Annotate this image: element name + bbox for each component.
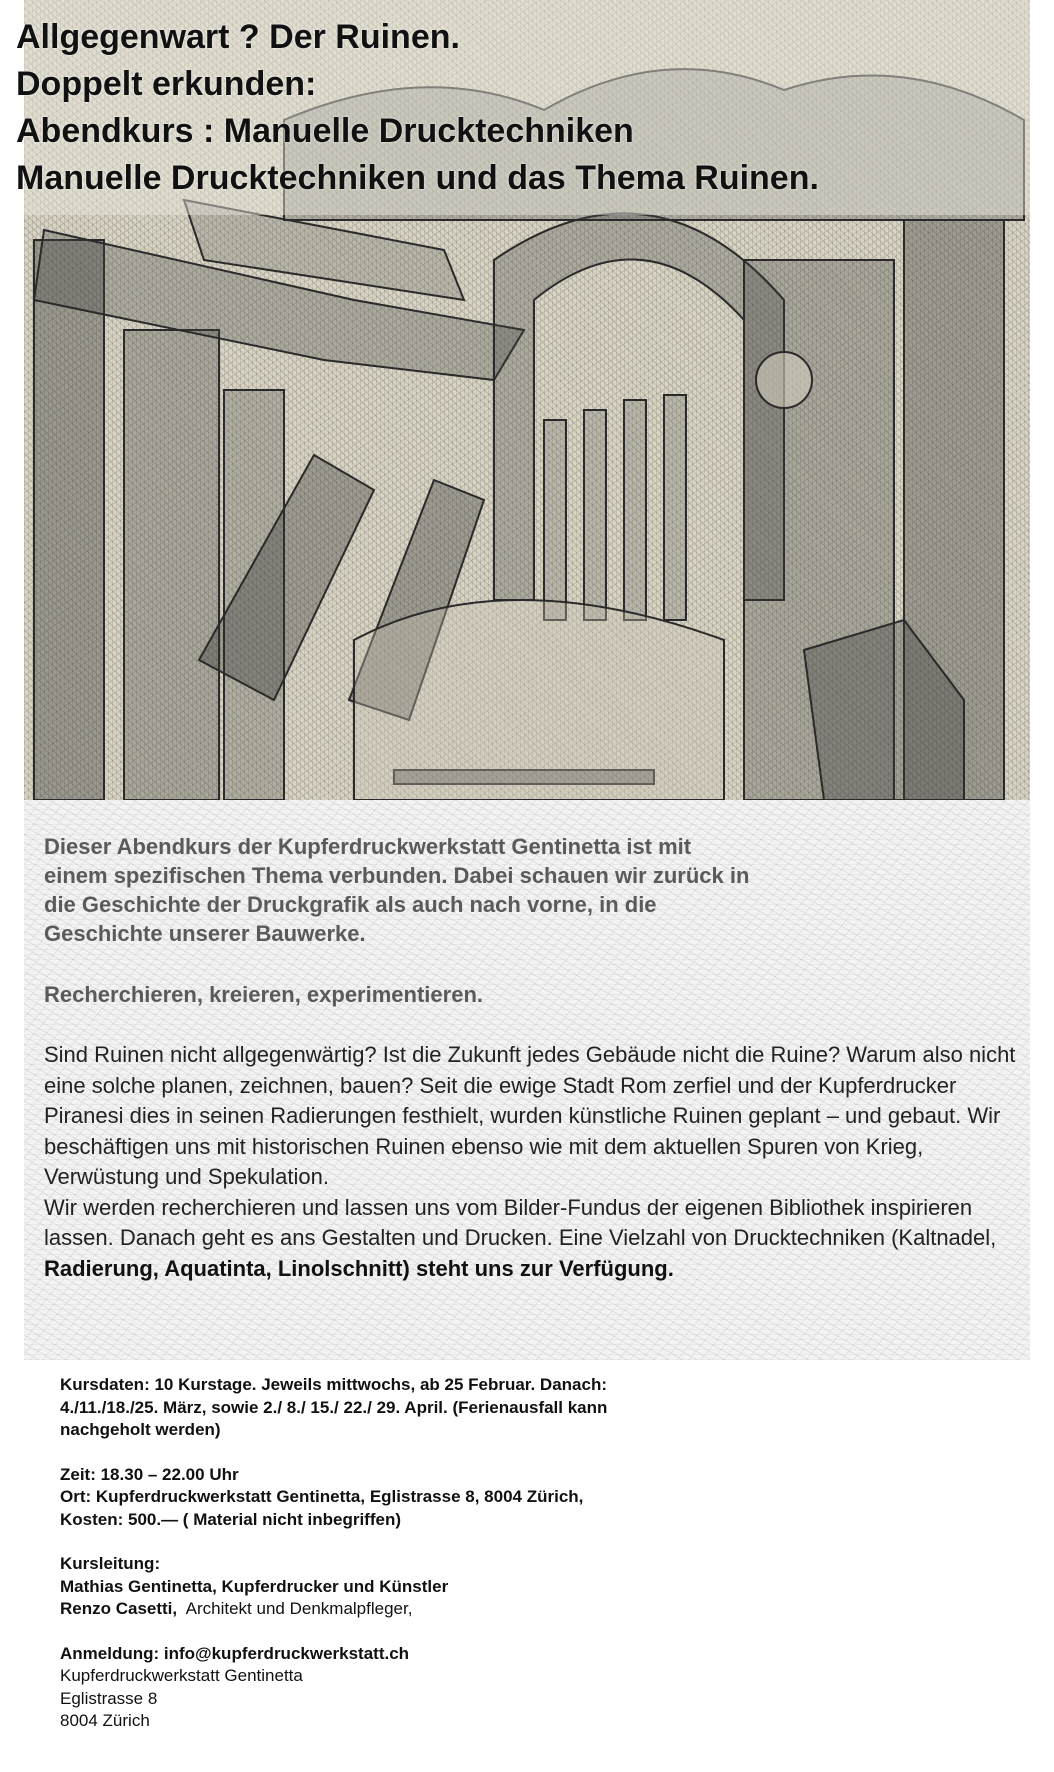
- description-techniques: Radierung, Aquatinta, Linolschnitt) steht uns zur Verfügung.: [44, 1255, 674, 1281]
- title-line-3: Abendkurs : Manuelle Drucktechniken: [16, 112, 634, 150]
- kursdaten-line-2: 4./11./18./25. März, sowie 2./ 8./ 15./ 22./ 29. April. (Ferienausfall kann: [60, 1397, 608, 1417]
- title-line-1: Allgegenwart ? Der Ruinen.: [16, 18, 460, 56]
- course-info: [60, 1374, 760, 1733]
- intro-paragraph: Dieser Abendkurs der Kupferdruckwerkstatt Gentinetta ist mit einem spezifischen Thema verbunden. Dabei schauen wir zurück in die Geschichte der Druckgrafik als auch nach vorne, in die Geschichte unserer Bauwerke.: [44, 834, 750, 946]
- leader-1: Mathias Gentinetta, Kupferdrucker und Künstler: [60, 1576, 449, 1596]
- kursdaten-line-3: nachgeholt werden): [60, 1420, 221, 1439]
- kursleitung-label: Kursleitung:: [60, 1554, 161, 1573]
- slogan: Recherchieren, kreieren, experimentieren.: [44, 982, 483, 1007]
- kosten: Kosten: 500.— ( Material nicht inbegriffen): [60, 1509, 401, 1529]
- leader-2-name: Renzo Casetti,: [60, 1599, 178, 1618]
- description-paragraph-2: Wir werden recherchieren und lassen uns vom Bilder-Fundus der eigenen Bibliothek inspirieren lassen. Danach geht es ans Gestalten und Drucken. Eine Vielzahl von Drucktechniken (Kaltnadel,: [44, 1194, 997, 1250]
- address-line-1: Kupferdruckwerkstatt Gentinetta: [60, 1666, 303, 1685]
- description-paragraph-1: Sind Ruinen nicht allgegenwärtig? Ist die Zukunft jedes Gebäude nicht die Ruine? Warum also nicht eine solche planen, zeichnen, bauen? Seit die ewige Stadt Rom zerfiel und der Kupferdrucker Piranesi dies in seinen Radierungen festhielt, wurden künstliche Ruinen geplant – und gebaut. Wir beschäftigen uns mit historischen Ruinen ebenso wie mit dem aktuellen Spuren von Krieg, Verwüstung und Spekulation.: [44, 1042, 1016, 1189]
- ort: Ort: Kupferdruckwerkstatt Gentinetta, Eglistrasse 8, 8004 Zürich,: [60, 1487, 584, 1506]
- title-line-2: Doppelt erkunden:: [16, 65, 317, 103]
- kursdaten-line-1: Kursdaten: 10 Kurstage. Jeweils mittwochs, ab 25 Februar. Danach:: [60, 1375, 608, 1394]
- page-title: [16, 14, 1016, 202]
- leader-2: [60, 1598, 760, 1621]
- zeit: Zeit: 18.30 – 22.00 Uhr: [60, 1464, 239, 1484]
- leader-2-role: Architekt und Denkmalpfleger,: [177, 1599, 413, 1618]
- course-description: [44, 1040, 1024, 1284]
- address-line-2: Eglistrasse 8: [60, 1688, 158, 1708]
- anmeldung-email[interactable]: Anmeldung: info@kupferdruckwerkstatt.ch: [60, 1643, 410, 1663]
- address-line-3: 8004 Zürich: [60, 1711, 150, 1730]
- title-line-4: Manuelle Drucktechniken und das Thema Ruinen.: [16, 159, 819, 197]
